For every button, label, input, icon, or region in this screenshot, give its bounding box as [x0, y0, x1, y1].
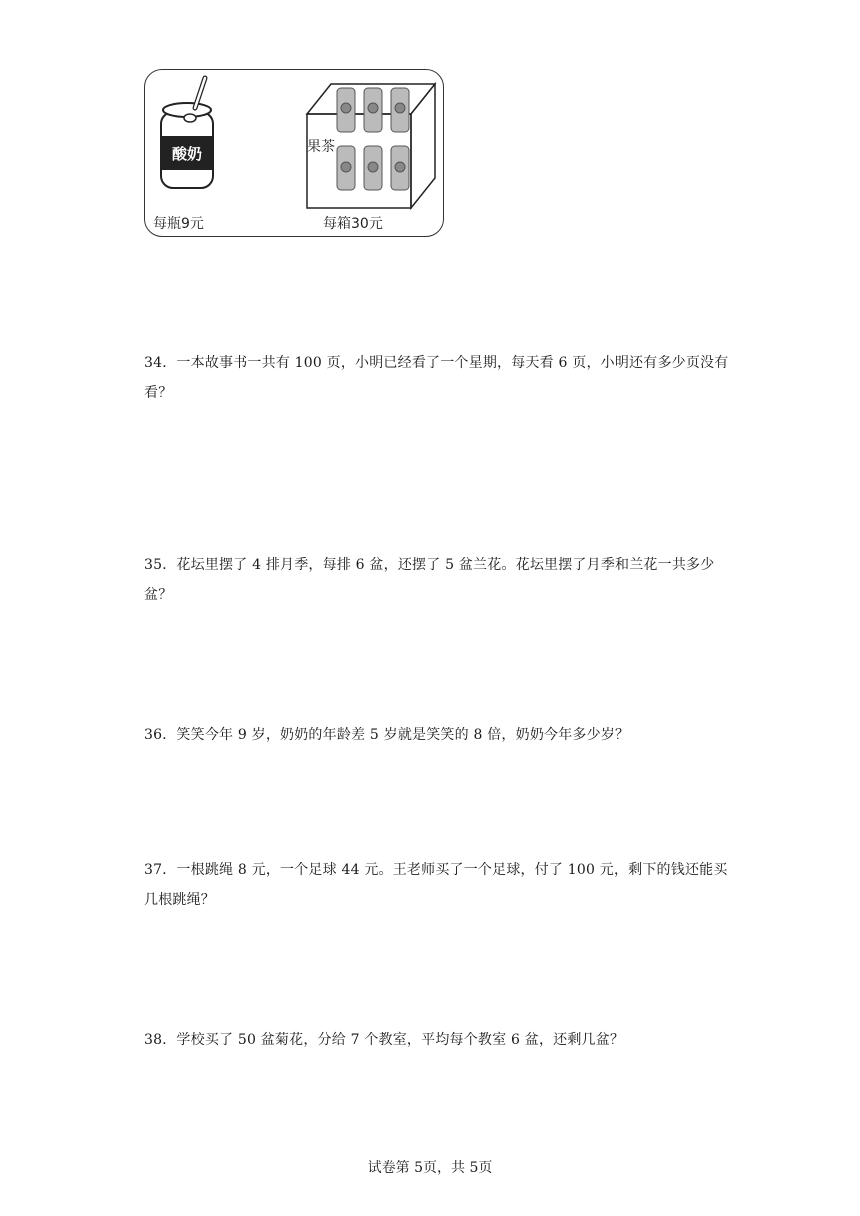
yogurt-jar-icon [161, 78, 213, 188]
question-34: 34．一本故事书一共有 100 页，小明已经看了一个星期，每天看 6 页，小明还有多少页没有看？ [144, 355, 729, 401]
question-38: 38．学校买了 50 盆菊花，分给 7 个教室，平均每个教室 6 盆，还剩几盆？ [144, 1032, 625, 1048]
page-footer: 试卷第 5页，共 5页 [367, 1160, 493, 1176]
question-37: 37．一根跳绳 8 元，一个足球 44 元。王老师买了一个足球，付了 100 元，剩下的钱还能买几根跳绳？ [144, 862, 728, 908]
box-label: 果茶 [307, 139, 335, 155]
yogurt-price-label: 每瓶9元 [153, 216, 204, 232]
bottle-icons [337, 88, 409, 190]
price-figure [144, 69, 444, 237]
yogurt-jar-text: 酸奶 [171, 145, 203, 163]
question-35: 35．花坛里摆了 4 排月季，每排 6 盆，还摆了 5 盆兰花。花坛里摆了月季和兰花一共多少盆？ [144, 557, 715, 603]
question-36: 36．笑笑今年 9 岁，奶奶的年龄差 5 岁就是笑笑的 8 倍，奶奶今年多少岁？ [144, 727, 630, 743]
box-price-label: 每箱30元 [323, 216, 383, 232]
